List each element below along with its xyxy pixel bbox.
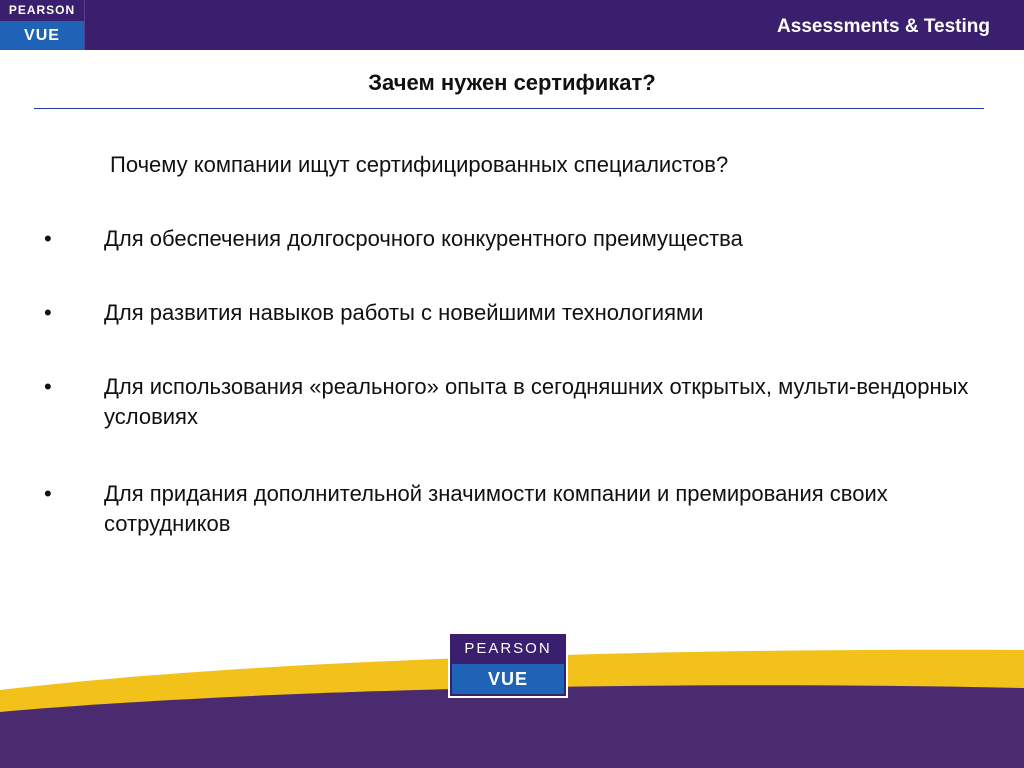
footer-logo-word: PEARSON	[464, 640, 552, 657]
bullet-icon: •	[44, 481, 52, 506]
header-tagline: Assessments & Testing	[777, 16, 990, 37]
bullet-icon: •	[44, 226, 52, 251]
bullet-icon: •	[44, 300, 52, 325]
bullet-text: Для использования «реального» опыта в сегодняшних открытых, мульти-вендорных условиях	[104, 374, 969, 429]
bullet-text: Для развития навыков работы с новейшими технологиями	[104, 300, 704, 325]
bullet-icon: •	[44, 374, 52, 399]
bullet-text: Для обеспечения долгосрочного конкурентного преимущества	[104, 226, 743, 251]
footer-pearson-vue-logo	[448, 632, 568, 698]
footer-logo-mark: VUE	[452, 664, 564, 694]
bullet-text: Для придания дополнительной значимости компании и премирования своих сотрудников	[104, 481, 888, 536]
slide-question: Почему компании ищут сертифицированных специалистов?	[110, 152, 729, 177]
logo-word: PEARSON	[8, 3, 76, 17]
logo-mark: VUE	[0, 21, 84, 50]
slide-title: Зачем нужен сертификат?	[368, 70, 656, 95]
